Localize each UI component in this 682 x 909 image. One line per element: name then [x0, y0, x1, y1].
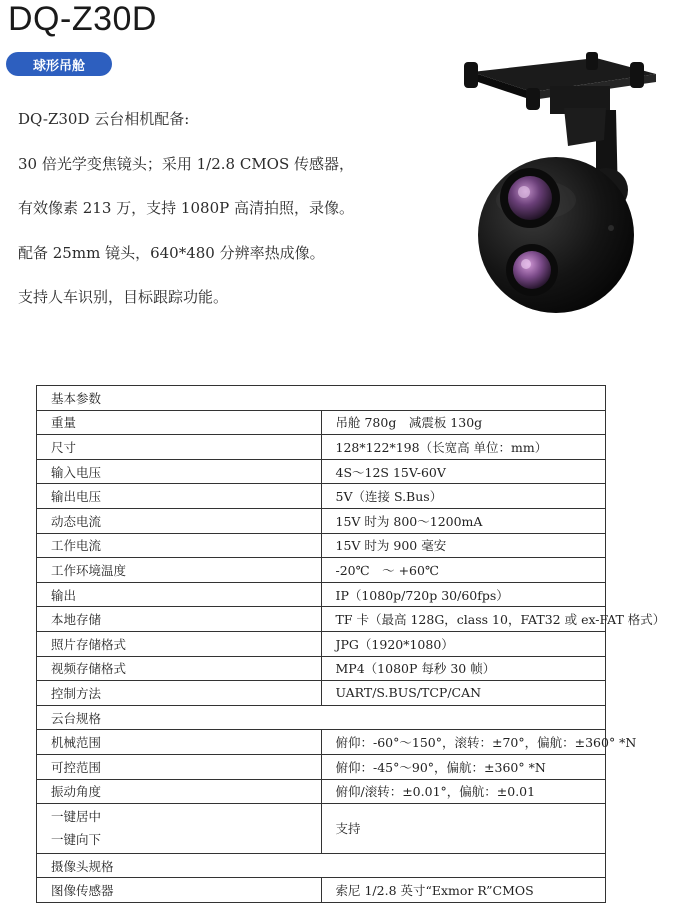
spec-value: TF 卡（最高 128G，class 10，FAT32 或 ex-FAT 格式）	[321, 607, 606, 632]
table-row	[37, 508, 606, 533]
spec-key: 动态电流	[37, 508, 322, 533]
spec-key: 重量	[37, 410, 322, 435]
spec-value: 支持	[321, 804, 606, 854]
table-row	[37, 558, 606, 583]
spec-key: 可控范围	[37, 754, 322, 779]
product-intro	[18, 106, 438, 329]
table-row	[37, 754, 606, 779]
spec-key: 视频存储格式	[37, 656, 322, 681]
table-row	[37, 386, 606, 411]
spec-value: 128*122*198（长宽高 单位：mm）	[321, 435, 606, 460]
table-row	[37, 631, 606, 656]
spec-key: 控制方法	[37, 681, 322, 706]
table-row	[37, 459, 606, 484]
spec-value: UART/S.BUS/TCP/CAN	[321, 681, 606, 706]
spec-value: 15V 时为 900 毫安	[321, 533, 606, 558]
spec-value: 15V 时为 800～1200mA	[321, 508, 606, 533]
intro-line: 有效像素 213 万，支持 1080P 高清拍照，录像。	[18, 199, 354, 217]
spec-key	[37, 804, 322, 854]
table-row	[37, 853, 606, 878]
spec-key: 照片存储格式	[37, 631, 322, 656]
spec-key: 工作环境温度	[37, 558, 322, 583]
spec-key: 图像传感器	[37, 878, 322, 903]
spec-value: 索尼 1/2.8 英寸“Exmor R”CMOS	[321, 878, 606, 903]
table-row	[37, 878, 606, 903]
table-row	[37, 484, 606, 509]
spec-key: 尺寸	[37, 435, 322, 460]
spec-key: 输出	[37, 582, 322, 607]
spec-value: 5V（连接 S.Bus）	[321, 484, 606, 509]
product-model-title: DQ-Z30D	[8, 0, 157, 38]
spec-value: 俯仰：-45°～90°，偏航：±360° *N	[321, 754, 606, 779]
section-header-basic: 基本参数	[37, 386, 606, 411]
spec-value: 吊舱 780g 减震板 130g	[321, 410, 606, 435]
spec-value: 俯仰：-60°～150°，滚转：±70°，偏航：±360° *N	[321, 730, 606, 755]
spec-key: 工作电流	[37, 533, 322, 558]
intro-line: DQ-Z30D 云台相机配备:	[18, 110, 190, 128]
spec-table	[36, 385, 666, 903]
intro-line: 配备 25mm 镜头，640*480 分辨率热成像。	[18, 243, 325, 262]
spec-key: 本地存储	[37, 607, 322, 632]
spec-value: MP4（1080P 每秒 30 帧）	[321, 656, 606, 681]
section-header-camera: 摄像头规格	[37, 853, 606, 878]
gimbal-camera-image	[446, 50, 682, 315]
spec-value: JPG（1920*1080）	[321, 631, 606, 656]
spec-key: 输入电压	[37, 459, 322, 484]
table-row	[37, 681, 606, 706]
spec-value: 4S～12S 15V-60V	[321, 459, 606, 484]
section-header-gimbal: 云台规格	[37, 705, 606, 730]
table-row	[37, 533, 606, 558]
table-row	[37, 656, 606, 681]
intro-line: 30 倍光学变焦镜头；采用 1/2.8 CMOS 传感器，	[18, 154, 355, 173]
spec-key: 振动角度	[37, 779, 322, 804]
table-row	[37, 779, 606, 804]
spec-key-line: 一键向下	[51, 832, 102, 848]
category-badge: 球形吊舱	[6, 52, 112, 76]
intro-line: 支持人车识别，目标跟踪功能。	[18, 288, 229, 306]
spec-key: 输出电压	[37, 484, 322, 509]
spec-value: -20℃ ～ +60℃	[321, 558, 606, 583]
table-row	[37, 410, 606, 435]
table-row	[37, 730, 606, 755]
table-row	[37, 804, 606, 854]
table-row	[37, 435, 606, 460]
spec-key: 机械范围	[37, 730, 322, 755]
table-row	[37, 705, 606, 730]
table-row	[37, 582, 606, 607]
spec-value: IP（1080p/720p 30/60fps）	[321, 582, 606, 607]
spec-key-line: 一键居中	[51, 809, 102, 825]
table-row	[37, 607, 606, 632]
spec-value: 俯仰/滚转：±0.01°，偏航：±0.01	[321, 779, 606, 804]
